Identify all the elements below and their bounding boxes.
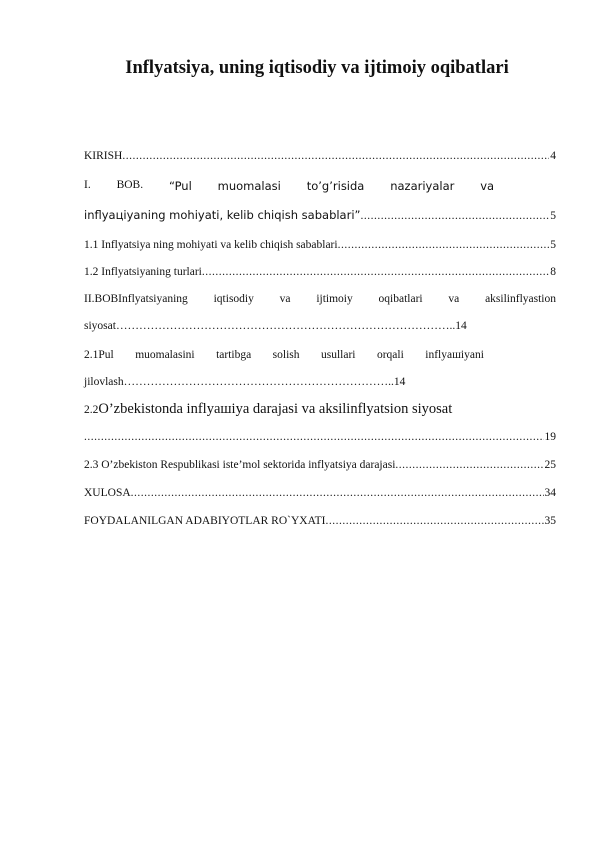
- toc-label: inflyaцiyaning mohiyati, kelib chiqish sabablari”: [84, 208, 361, 222]
- toc-entry-2-3: [84, 459, 556, 471]
- toc-word: inflyaшiyani: [425, 349, 484, 361]
- document-title: Inflyatsiya, uning iqtisodiy va ijtimoiy oqibatlari: [125, 58, 509, 78]
- toc-label: 2.3 O’zbekiston Respublikasi iste’mol sektorida inflyatsiya darajasi: [84, 459, 396, 471]
- dot-leader: [84, 431, 544, 443]
- spacer: [520, 179, 556, 193]
- toc-word: va: [480, 179, 495, 193]
- toc-entry-2-1-line1: [84, 349, 484, 361]
- toc-label: FOYDALANILGAN ADABIYOTLAR RO`YXATI: [84, 515, 326, 527]
- dot-leader: [395, 459, 543, 471]
- toc-entry-chapter2-line1: [84, 293, 556, 305]
- toc-label: XULOSA: [84, 487, 131, 499]
- toc-word: orqali: [376, 349, 404, 361]
- toc-word: 2.1Pul: [84, 349, 114, 361]
- toc-word: nazariyalar: [390, 179, 455, 193]
- toc-page-number: 25: [544, 459, 556, 471]
- toc-page-number: 34: [544, 487, 556, 499]
- toc-page-number: 8: [550, 266, 556, 278]
- toc-number: 2.2: [84, 404, 99, 416]
- toc-word: to’g’risida: [306, 179, 365, 193]
- toc-word: II.BOBInflyatsiyaning: [84, 293, 188, 305]
- toc-page-number: 5: [550, 239, 556, 251]
- toc-word: muomalasi: [217, 179, 281, 193]
- toc-word: muomalasini: [135, 349, 195, 361]
- toc-label: 1.1 Inflyatsiya ning mohiyati va kelib chiqish sabablari: [84, 239, 338, 251]
- toc-entry-adabiyotlar: [84, 515, 556, 527]
- dot-leader: [361, 210, 550, 222]
- toc-word: tartibga: [216, 349, 252, 361]
- toc-word: “Pul: [168, 179, 192, 193]
- toc-entry-chapter1-line2: [84, 208, 556, 222]
- toc-word: va: [279, 293, 291, 305]
- toc-word: oqibatlari: [378, 293, 423, 305]
- toc-page-number: 5: [550, 210, 556, 222]
- toc-word: aksilinflyastion: [485, 293, 556, 305]
- dot-leader: [325, 515, 543, 527]
- toc-word: iqtisodiy: [213, 293, 254, 305]
- toc-entry-2-1-line2: jilovlash……………………………………………………………..14: [84, 376, 406, 388]
- toc-label: KIRISH: [84, 150, 123, 162]
- toc-word: va: [448, 293, 460, 305]
- toc-word: usullari: [320, 349, 356, 361]
- toc-page-number: 19: [544, 431, 556, 443]
- dot-leader: [122, 150, 549, 162]
- toc-entry-1-2: [84, 266, 556, 278]
- dot-leader: [338, 239, 550, 251]
- toc-entry-chapter2-line2: siyosat……………………………………………………………………………..14: [84, 320, 467, 332]
- toc-word: BOB.: [116, 179, 144, 191]
- toc-entry-1-1: [84, 239, 556, 251]
- toc-entry-chapter1-line1: [84, 179, 556, 193]
- toc-label: O’zbekistonda inflyaшiya darajasi va aksilinflyatsion siyosat: [98, 401, 453, 417]
- toc-word: I.: [84, 179, 91, 191]
- toc-entry-xulosa: [84, 487, 556, 499]
- dot-leader: [131, 487, 544, 499]
- toc-entry-2-2-line2: [84, 431, 556, 443]
- toc-word: ijtimoiy: [316, 293, 353, 305]
- toc-entry-2-2-line1: [84, 401, 452, 418]
- dot-leader: [202, 266, 549, 278]
- toc-label: 1.2 Inflyatsiyaning turlari: [84, 266, 202, 278]
- toc-entry-kirish: [84, 150, 556, 162]
- toc-page-number: 35: [544, 515, 556, 527]
- toc-word: solish: [272, 349, 300, 361]
- toc-page-number: 4: [550, 150, 556, 162]
